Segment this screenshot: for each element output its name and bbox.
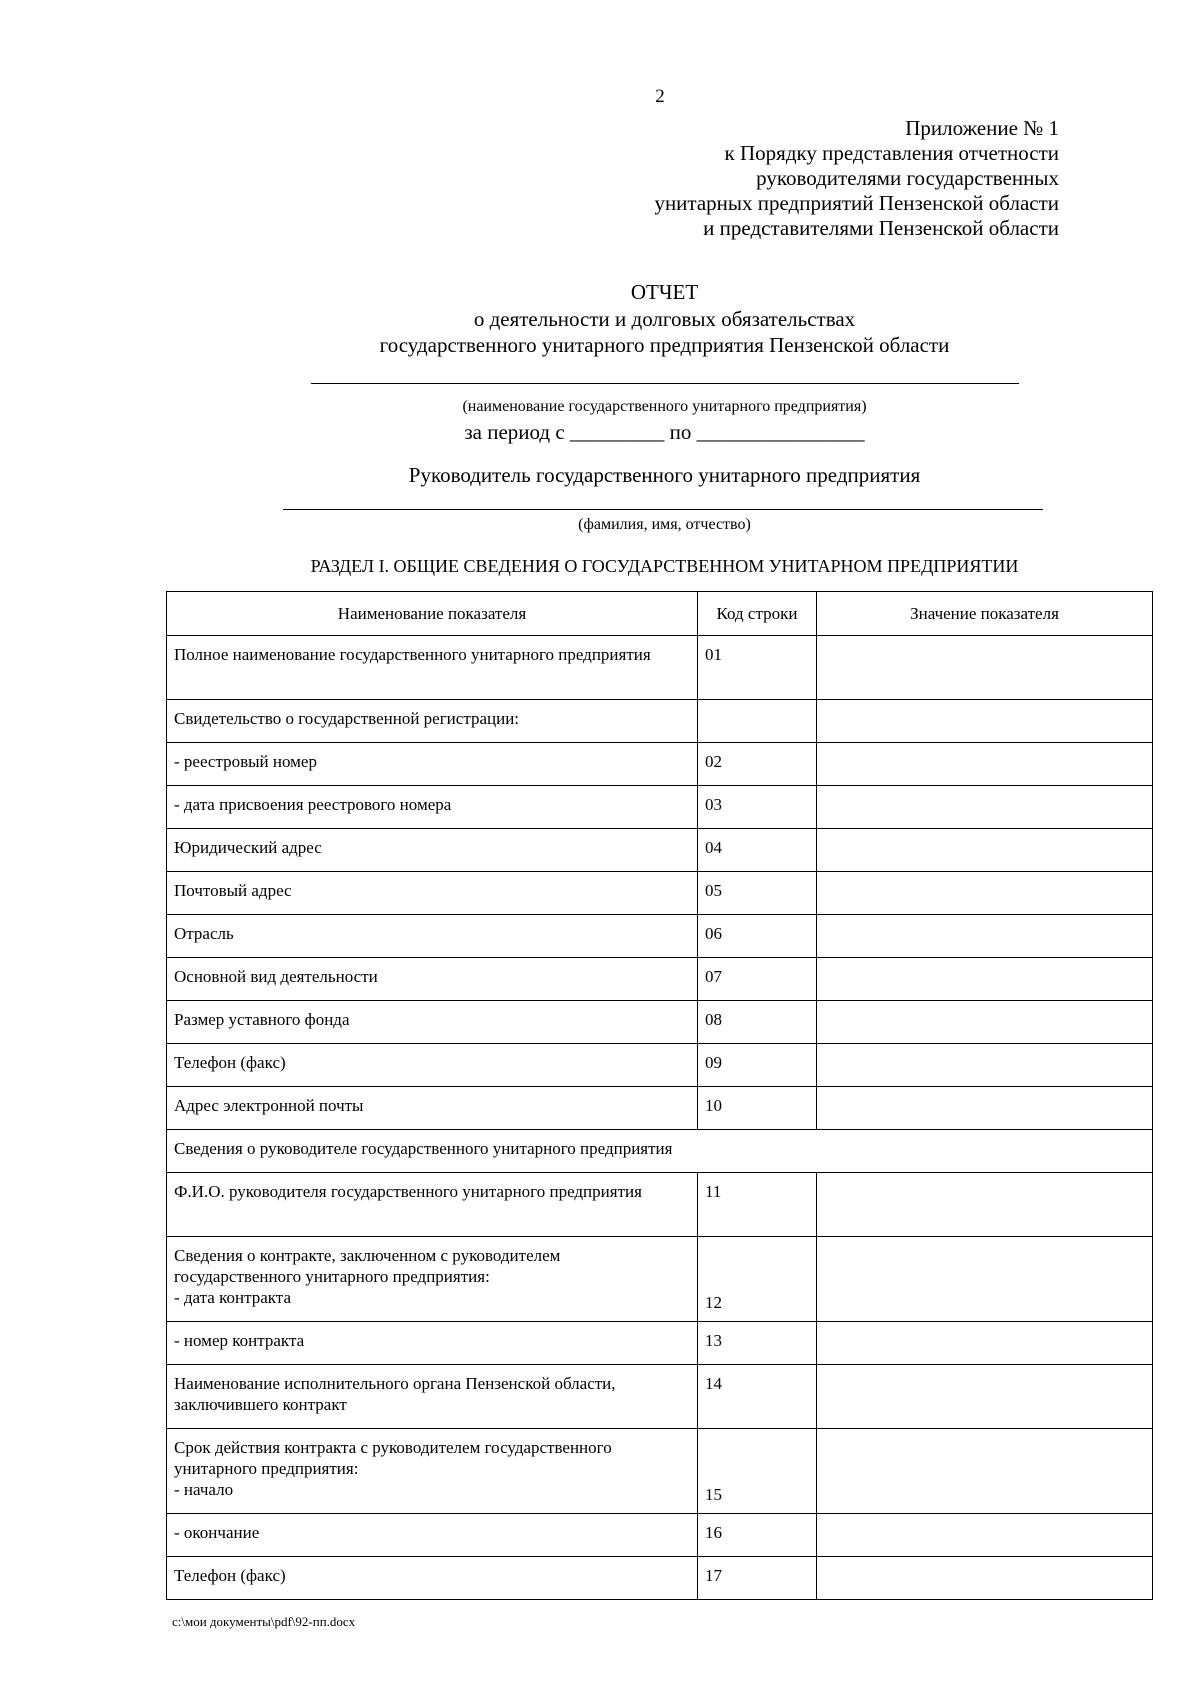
- report-subtitle-1: о деятельности и долговых обязательствах: [473, 307, 856, 331]
- row-value-cell[interactable]: [817, 1429, 1153, 1514]
- general-info-table: [166, 591, 1153, 1600]
- enterprise-name-line: [311, 383, 1019, 384]
- row-code: 16: [698, 1514, 817, 1557]
- appendix-line: и представителями Пензенской области: [703, 216, 1059, 240]
- row-name: Отрасль: [167, 915, 698, 958]
- page-number: 2: [655, 86, 665, 107]
- enterprise-name-hint: (наименование государственного унитарного предприятия): [462, 398, 867, 415]
- table-row: [167, 1044, 1153, 1087]
- row-value-cell[interactable]: [817, 786, 1153, 829]
- table-row: [167, 1322, 1153, 1365]
- row-code: 17: [698, 1557, 817, 1600]
- table-row: [167, 1087, 1153, 1130]
- appendix-line: унитарных предприятий Пензенской области: [654, 191, 1059, 215]
- row-code: 10: [698, 1087, 817, 1130]
- row-value-cell[interactable]: [817, 743, 1153, 786]
- row-value-cell[interactable]: [817, 1044, 1153, 1087]
- table-row: [167, 743, 1153, 786]
- row-code: 13: [698, 1322, 817, 1365]
- table-row: [167, 1514, 1153, 1557]
- period-line: за период с _________ по ________________: [464, 420, 865, 444]
- appendix-line: Приложение № 1: [905, 116, 1059, 140]
- row-code: 03: [698, 786, 817, 829]
- header-indicator-name: Наименование показателя: [167, 592, 698, 636]
- table-header-row: [167, 592, 1153, 636]
- row-name: - дата присвоения реестрового номера: [167, 786, 698, 829]
- row-code: 12: [698, 1237, 817, 1322]
- manager-name-hint: (фамилия, имя, отчество): [578, 516, 751, 533]
- header-indicator-value: Значение показателя: [817, 592, 1153, 636]
- row-code: 01: [698, 636, 817, 700]
- row-value-cell[interactable]: [817, 1001, 1153, 1044]
- row-name: - окончание: [167, 1514, 698, 1557]
- row-name: Телефон (факс): [167, 1557, 698, 1600]
- row-code: 02: [698, 743, 817, 786]
- row-value-cell[interactable]: [817, 636, 1153, 700]
- row-name: Ф.И.О. руководителя государственного унитарного предприятия: [167, 1173, 698, 1237]
- row-value-cell[interactable]: [817, 1514, 1153, 1557]
- row-code: 11: [698, 1173, 817, 1237]
- row-code: 14: [698, 1365, 817, 1429]
- row-code: 05: [698, 872, 817, 915]
- row-name: Почтовый адрес: [167, 872, 698, 915]
- manager-name-line: [283, 509, 1043, 510]
- table-row: [167, 1173, 1153, 1237]
- row-code: 08: [698, 1001, 817, 1044]
- row-value-cell[interactable]: [817, 915, 1153, 958]
- footer-file-path: c:\мои документы\pdf\92-пп.docx: [172, 1614, 356, 1629]
- row-value-cell[interactable]: [817, 700, 1153, 743]
- table-row: [167, 1365, 1153, 1429]
- table-row: [167, 786, 1153, 829]
- row-name: - номер контракта: [167, 1322, 698, 1365]
- row-name: Срок действия контракта с руководителем государственного унитарного предприятия: - начало: [167, 1429, 698, 1514]
- row-value-cell[interactable]: [817, 1237, 1153, 1322]
- row-name: Наименование исполнительного органа Пензенской области, заключившего контракт: [167, 1365, 698, 1429]
- table-row: [167, 915, 1153, 958]
- section-row-name: Сведения о руководителе государственного унитарного предприятия: [167, 1130, 1153, 1173]
- report-subtitle-2: государственного унитарного предприятия Пензенской области: [379, 333, 950, 357]
- manager-title: Руководитель государственного унитарного предприятия: [408, 463, 921, 487]
- table-row: [167, 829, 1153, 872]
- row-code: 06: [698, 915, 817, 958]
- header-row-code: Код строки: [698, 592, 817, 636]
- row-code: 09: [698, 1044, 817, 1087]
- table-row: [167, 1557, 1153, 1600]
- table-row: [167, 1429, 1153, 1514]
- row-value-cell[interactable]: [817, 872, 1153, 915]
- report-title: ОТЧЕТ: [630, 280, 699, 304]
- table-row: [167, 958, 1153, 1001]
- row-name: Свидетельство о государственной регистрации:: [167, 700, 698, 743]
- row-name: Основной вид деятельности: [167, 958, 698, 1001]
- section-title: РАЗДЕЛ I. ОБЩИЕ СВЕДЕНИЯ О ГОСУДАРСТВЕННОМ УНИТАРНОМ ПРЕДПРИЯТИИ: [310, 556, 1019, 576]
- table-section-row: [167, 1130, 1153, 1173]
- row-value-cell[interactable]: [817, 1322, 1153, 1365]
- table-row: [167, 872, 1153, 915]
- appendix-line: к Порядку представления отчетности: [724, 141, 1059, 165]
- table-row: [167, 636, 1153, 700]
- row-value-cell[interactable]: [817, 1173, 1153, 1237]
- row-name: Размер уставного фонда: [167, 1001, 698, 1044]
- row-code: 15: [698, 1429, 817, 1514]
- row-name: Полное наименование государственного унитарного предприятия: [167, 636, 698, 700]
- row-value-cell[interactable]: [817, 1087, 1153, 1130]
- table-row: [167, 700, 1153, 743]
- row-value-cell[interactable]: [817, 1365, 1153, 1429]
- row-value-cell[interactable]: [817, 958, 1153, 1001]
- row-value-cell[interactable]: [817, 829, 1153, 872]
- row-name: Сведения о контракте, заключенном с руководителем государственного унитарного предприятия: - дата контракта: [167, 1237, 698, 1322]
- row-name: - реестровый номер: [167, 743, 698, 786]
- row-name: Адрес электронной почты: [167, 1087, 698, 1130]
- appendix-block: [654, 116, 1059, 241]
- row-value-cell[interactable]: [817, 1557, 1153, 1600]
- row-code: 04: [698, 829, 817, 872]
- table-row: [167, 1001, 1153, 1044]
- appendix-line: руководителями государственных: [756, 166, 1059, 190]
- row-code: [698, 700, 817, 743]
- row-code: 07: [698, 958, 817, 1001]
- row-name: Юридический адрес: [167, 829, 698, 872]
- table-row: [167, 1237, 1153, 1322]
- row-name: Телефон (факс): [167, 1044, 698, 1087]
